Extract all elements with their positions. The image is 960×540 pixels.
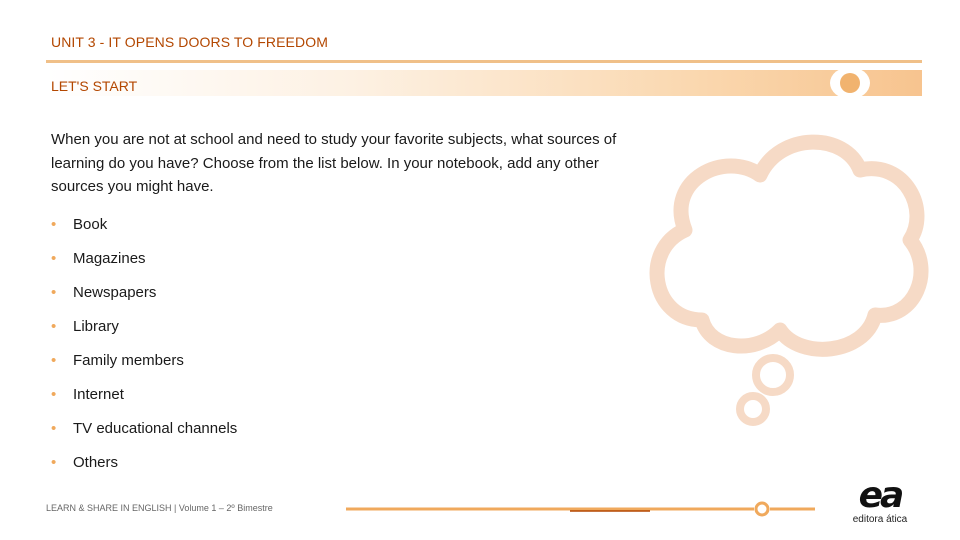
list-item <box>51 310 237 344</box>
list-item <box>51 344 237 378</box>
logo-wordmark: editora ática <box>852 514 908 525</box>
list-item-label: Newspapers <box>73 284 157 302</box>
source-list <box>51 208 237 479</box>
list-item-label: Others <box>73 453 119 471</box>
unit-title: UNIT 3 - IT OPENS DOORS TO FREEDOM <box>51 34 328 50</box>
list-item-label: Internet <box>73 385 124 403</box>
list-item <box>51 411 237 445</box>
footer-text: LEARN & SHARE IN ENGLISH | Volume 1 – 2º Bimestre <box>46 503 273 513</box>
list-item-label: Book <box>73 216 108 234</box>
list-item-label: Library <box>73 318 119 336</box>
bullet-icon: • <box>51 453 57 471</box>
list-item <box>51 242 237 276</box>
list-item <box>51 276 237 310</box>
bullet-icon: • <box>51 352 57 369</box>
bullet-icon: • <box>51 419 57 437</box>
footer-line-decoration <box>340 498 820 520</box>
bullet-icon: • <box>51 216 57 234</box>
list-item-label: Family members <box>73 352 184 369</box>
bullet-icon: • <box>51 284 57 302</box>
section-band <box>46 70 922 96</box>
editora-atica-logo <box>840 475 920 525</box>
band-circle-icon <box>830 67 870 99</box>
header-rule <box>46 60 922 63</box>
section-label: LET'S START <box>51 78 138 94</box>
list-item <box>51 208 237 242</box>
list-item <box>51 377 237 411</box>
thought-cloud-icon <box>630 120 940 440</box>
list-item-label: TV educational channels <box>73 419 238 437</box>
prompt-text: When you are not at school and need to study your favorite subjects, what sources of learning do you have? Choose from the list below. In your notebook, add any other sources you might have. <box>51 131 617 195</box>
bullet-icon: • <box>51 250 57 268</box>
list-item <box>51 445 237 479</box>
logo-mark: ea <box>858 475 902 516</box>
list-item-label: Magazines <box>73 250 146 268</box>
bullet-icon: • <box>51 318 57 336</box>
bullet-icon: • <box>51 385 57 403</box>
